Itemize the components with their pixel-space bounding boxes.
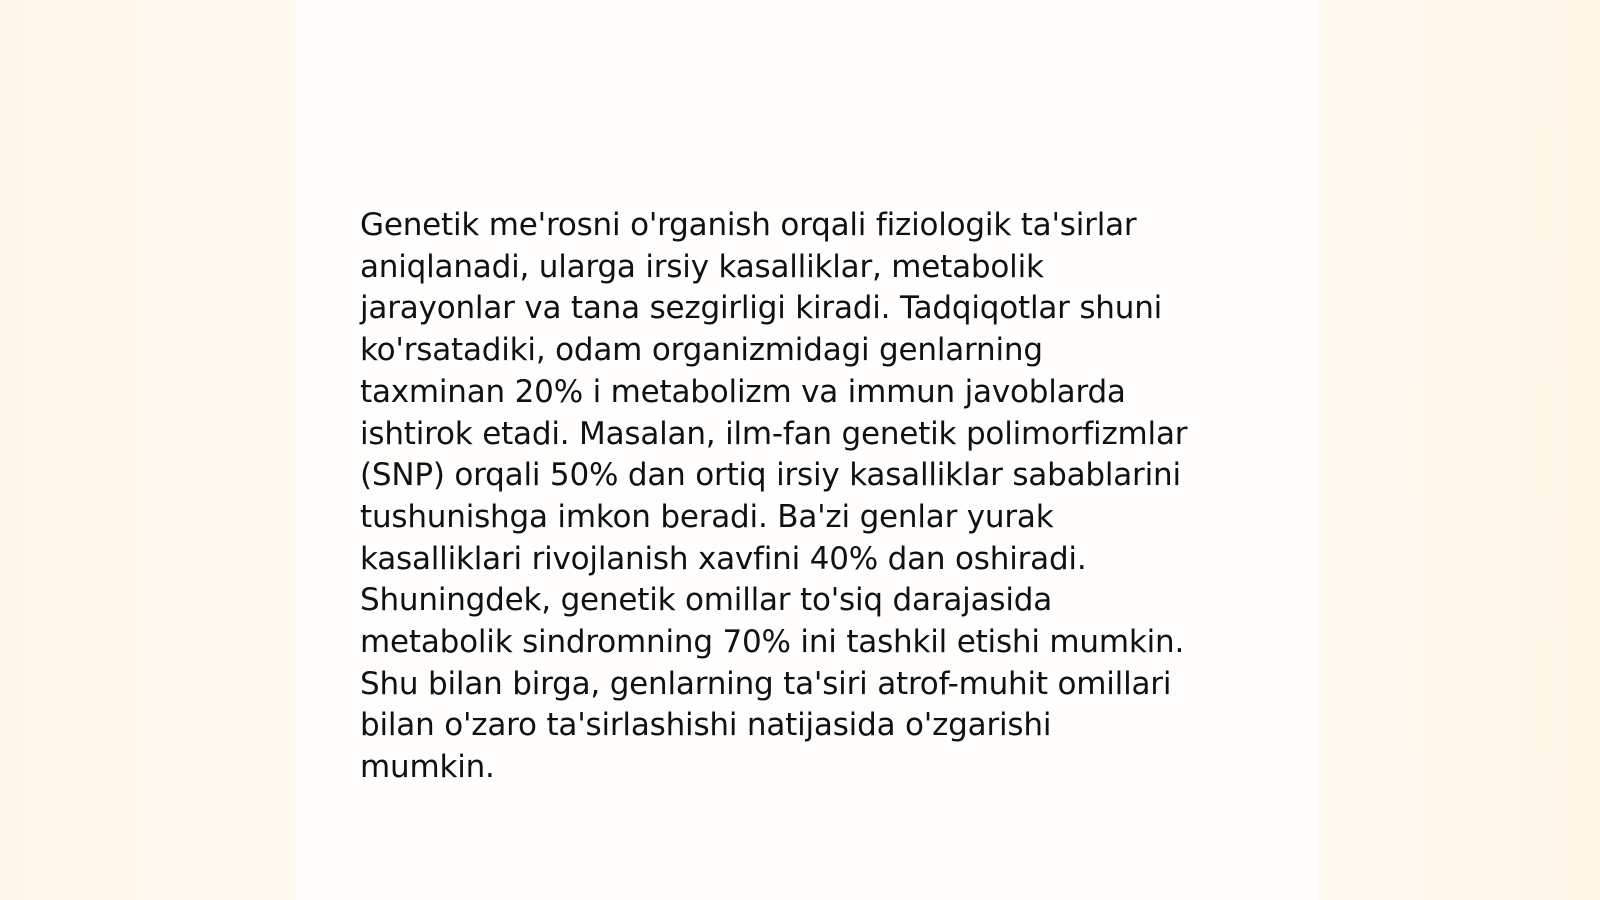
paragraph-line: ishtirok etadi. Masalan, ilm-fan genetik polimorfizmlar bbox=[360, 415, 1188, 452]
paragraph-line: metabolik sindromning 70% ini tashkil etishi mumkin. bbox=[360, 624, 1185, 661]
paragraph-line: Shuningdek, genetik omillar to'siq darajasida bbox=[360, 582, 1053, 619]
paragraph-line: kasalliklari rivojlanish xavfini 40% dan oshiradi. bbox=[360, 540, 1087, 577]
paragraph-line: Genetik me'rosni o'rganish orqali fiziologik ta'sirlar bbox=[360, 207, 1137, 243]
body-paragraph bbox=[360, 205, 1250, 789]
paragraph-line: mumkin. bbox=[360, 749, 495, 786]
paragraph-line: (SNP) orqali 50% dan ortiq irsiy kasalliklar sabablarini bbox=[360, 457, 1181, 494]
paragraph-line: bilan o'zaro ta'sirlashishi natijasida o'zgarishi bbox=[360, 707, 1052, 744]
paragraph-line: aniqlanadi, ularga irsiy kasalliklar, metabolik bbox=[360, 248, 1044, 285]
paragraph-line: ko'rsatadiki, odam organizmidagi genlarning bbox=[360, 332, 1043, 369]
paragraph-line: taxminan 20% i metabolizm va immun javoblarda bbox=[360, 373, 1126, 410]
paragraph-line: tushunishga imkon beradi. Ba'zi genlar yurak bbox=[360, 498, 1054, 535]
paragraph-line: jarayonlar va tana sezgirligi kiradi. Tadqiqotlar shuni bbox=[360, 290, 1163, 327]
paragraph-line: Shu bilan birga, genlarning ta'siri atrof-muhit omillari bbox=[360, 665, 1172, 702]
